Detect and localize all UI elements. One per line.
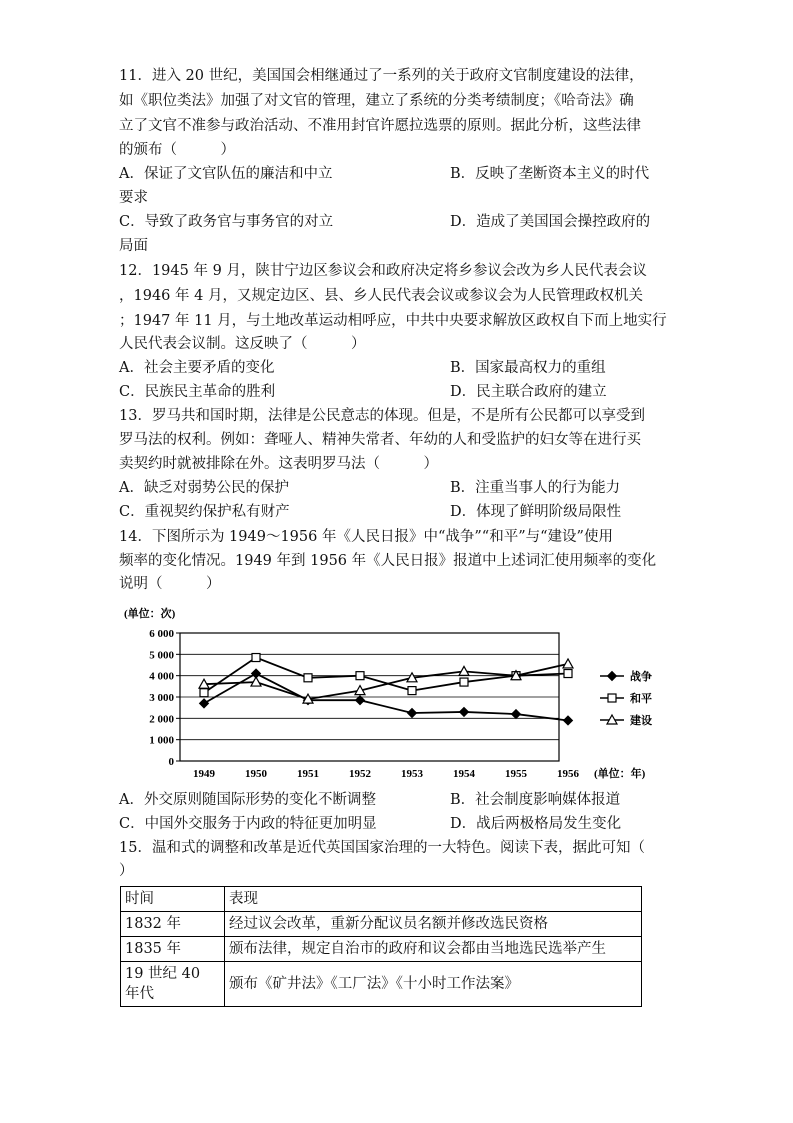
chart-gridlines <box>176 633 559 761</box>
series-point-triangle <box>563 659 573 668</box>
question-13-stem-line: 卖契约时就被排除在外。这表明罗马法（ ） <box>119 456 438 472</box>
table-cell-time <box>121 962 225 1007</box>
series-point-square <box>356 672 364 680</box>
question-11-option-d[interactable]: D．造成了美国国会操控政府的 <box>450 214 651 230</box>
question-11-stem-line: 如《职位类法》加强了对文官的管理，建立了系统的分类考绩制度；《哈奇法》确 <box>119 93 634 109</box>
question-11-option-b[interactable]: B．反映了垄断资本主义的时代 <box>450 166 650 182</box>
series-point-square <box>304 674 312 682</box>
series-point-diamond <box>460 707 469 716</box>
series-point-diamond <box>512 710 521 719</box>
x-tick-label: 1956 <box>557 768 579 780</box>
question-12-stem-line: 12．1945 年 9 月，陕甘宁边区参议会和政府决定将乡参议会改为乡人民代表会议 <box>119 263 647 279</box>
y-tick-label: 6 000 <box>149 628 174 640</box>
question-14-stem-line: 14．下图所示为 1949～1956 年《人民日报》中“战争”“和平”与“建设”使用 <box>119 529 613 545</box>
table-header-row <box>121 887 642 912</box>
series-point-diamond <box>564 716 573 725</box>
y-tick-label: 4 000 <box>149 670 174 683</box>
question-13-option-a[interactable]: A．缺乏对弱势公民的保护 <box>119 480 289 496</box>
series-point-square <box>408 687 416 695</box>
question-13-stem-line: 13．罗马共和国时期，法律是公民意志的体现。但是，不是所有公民都可以享受到 <box>119 408 645 424</box>
table-row <box>121 962 642 1007</box>
table-cell-time <box>121 937 225 962</box>
series-point-diamond <box>408 709 417 718</box>
reform-table <box>120 886 642 1007</box>
series-point-diamond <box>200 699 209 708</box>
y-tick-label: 1 000 <box>149 734 174 747</box>
x-tick-label: 1952 <box>349 768 371 780</box>
x-tick-label: 1954 <box>453 768 475 780</box>
word-frequency-line-chart <box>118 604 678 784</box>
y-tick-label: 0 <box>168 756 174 768</box>
table-cell-time-text: 年代 <box>125 986 154 1002</box>
question-15-stem-line: ） <box>119 863 134 879</box>
table-row <box>121 937 642 962</box>
question-11-stem-line: 11．进入 20 世纪，美国国会相继通过了一系列的关于政府文官制度建设的法律， <box>119 68 644 84</box>
question-11-stem-line: 的颁布（ ） <box>119 142 235 158</box>
table-cell-time <box>121 912 225 937</box>
y-axis-unit-label: (单位：次) <box>124 608 176 620</box>
series-point-square <box>564 670 572 678</box>
question-11-option-d-continued: 局面 <box>119 238 148 254</box>
question-11-option-a[interactable]: A．保证了文官队伍的廉洁和中立 <box>119 166 333 182</box>
question-12-option-b[interactable]: B．国家最高权力的重组 <box>450 360 606 376</box>
table-row <box>121 912 642 937</box>
question-15-stem-line: 15．温和式的调整和改革是近代英国国家治理的一大特色。阅读下表，据此可知（ <box>119 840 645 856</box>
question-12-stem-line: ，1946 年 4 月，又规定边区、县、乡人民代表会议或参议会为人民管理政权机关 <box>119 288 643 304</box>
x-tick-label: 1949 <box>193 768 215 780</box>
question-13-stem-line: 罗马法的权利。例如：聋哑人、精神失常者、年幼的人和受监护的妇女等在进行买 <box>119 432 641 448</box>
question-11-option-c[interactable]: C．导致了政务官与事务官的对立 <box>119 214 334 230</box>
question-12-option-d[interactable]: D．民主联合政府的建立 <box>450 384 607 400</box>
question-11-option-b-continued: 要求 <box>119 190 148 206</box>
question-14-option-a[interactable]: A．外交原则随国际形势的变化不断调整 <box>119 792 376 808</box>
question-13-option-b[interactable]: B．注重当事人的行为能力 <box>450 480 621 496</box>
legend-marker-square <box>608 694 616 702</box>
x-tick-label: 1955 <box>505 768 527 780</box>
table-header-performance: 表现 <box>225 887 642 912</box>
series-point-square <box>200 689 208 697</box>
question-14-stem-line: 频率的变化情况。1949 年到 1956 年《人民日报》报道中上述词汇使用频率的变化 <box>119 553 657 569</box>
question-13-option-d[interactable]: D．体现了鲜明阶级局限性 <box>450 504 622 520</box>
y-axis-ticks <box>149 628 174 768</box>
legend-label: 战争 <box>630 671 652 683</box>
x-tick-label: 1950 <box>245 768 267 780</box>
question-14-stem-line: 说明（ ） <box>119 576 221 592</box>
x-axis-ticks <box>193 768 580 780</box>
table-cell-performance: 颁布《矿井法》《工厂法》《十小时工作法案》 <box>225 962 642 1007</box>
series-point-square <box>252 654 260 662</box>
table-header-time: 时间 <box>121 887 225 912</box>
table-cell-time-text: 1835 年 <box>125 941 182 957</box>
question-12-option-c[interactable]: C．民族民主革命的胜利 <box>119 384 276 400</box>
x-axis-unit-label: (单位：年) <box>594 768 646 780</box>
question-12-option-a[interactable]: A．社会主要矛盾的变化 <box>119 360 275 376</box>
question-12-stem-line: ；1947 年 11 月，与土地改革运动相呼应，中共中央要求解放区政权自下而上地实行 <box>119 313 667 329</box>
question-14-option-b[interactable]: B．社会制度影响媒体报道 <box>450 792 621 808</box>
y-tick-label: 5 000 <box>149 649 174 662</box>
series-point-square <box>460 678 468 686</box>
question-14-option-d[interactable]: D．战后两极格局发生变化 <box>450 816 622 832</box>
legend-marker-diamond <box>608 672 617 681</box>
question-13-option-c[interactable]: C．重视契约保护私有财产 <box>119 504 290 520</box>
table-cell-time-text: 1832 年 <box>125 916 182 932</box>
chart-legend <box>600 669 652 727</box>
question-14-option-c[interactable]: C．中国外交服务于内政的特征更加明显 <box>119 816 377 832</box>
y-tick-label: 2 000 <box>149 713 174 726</box>
legend-label: 和平 <box>630 693 652 705</box>
question-11-stem-line: 立了文官不准参与政治活动、不准用封官许愿拉选票的原则。据此分析，这些法律 <box>119 118 641 134</box>
legend-label: 建设 <box>630 715 652 727</box>
chart-series <box>199 654 573 725</box>
question-12-stem-line: 人民代表会议制。这反映了（ ） <box>119 336 366 352</box>
x-tick-label: 1951 <box>297 768 319 780</box>
y-tick-label: 3 000 <box>149 692 174 704</box>
table-cell-performance: 经过议会改革，重新分配议员名额并修改选民资格 <box>225 912 642 937</box>
table-cell-performance: 颁布法律，规定自治市的政府和议会都由当地选民选举产生 <box>225 937 642 962</box>
x-tick-label: 1953 <box>401 768 423 780</box>
table-cell-time-text: 19 世纪 40 <box>125 966 201 982</box>
